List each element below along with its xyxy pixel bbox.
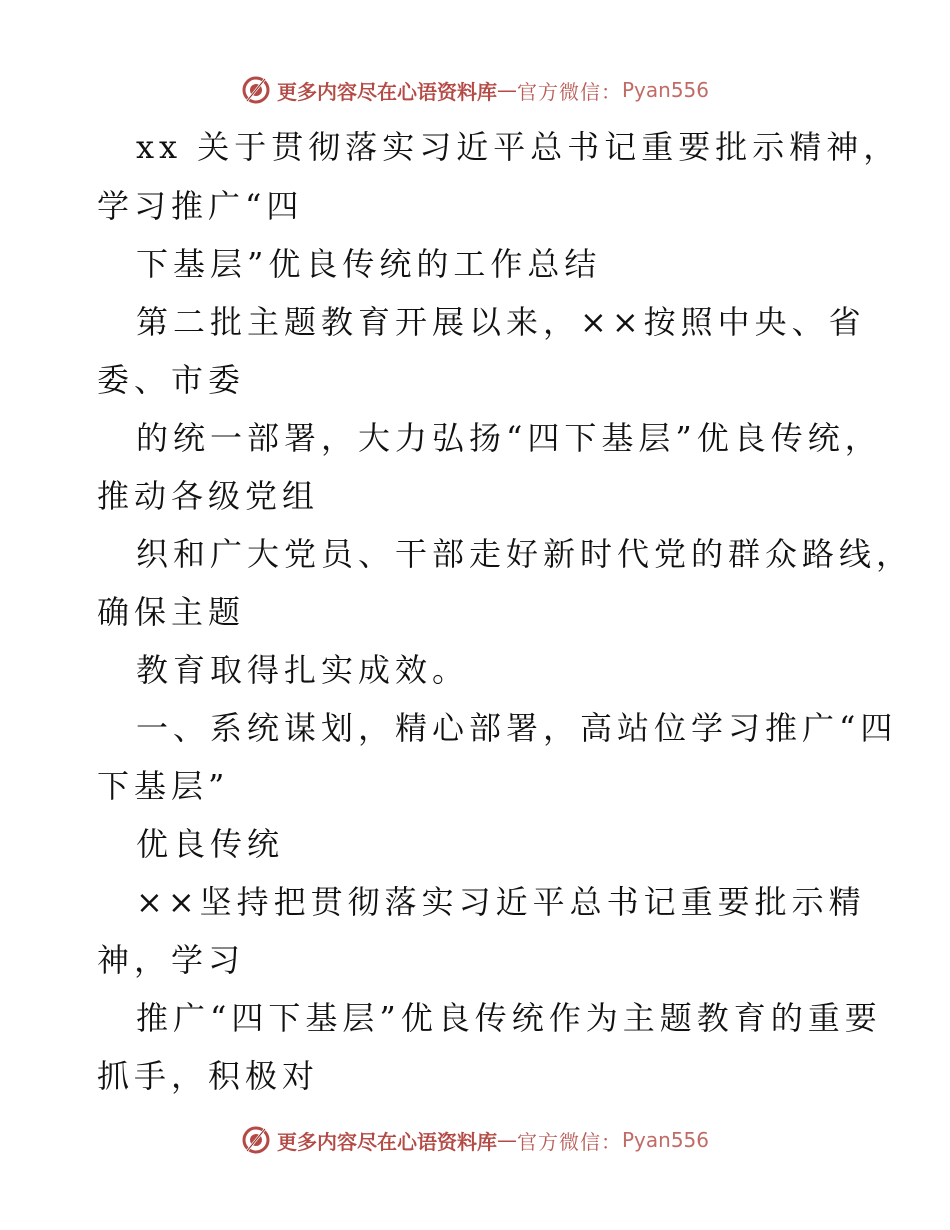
watermark-main-text: 更多内容尽在心语资料库 — [276, 1129, 497, 1154]
watermark-sub-text: 官方微信： — [516, 1129, 622, 1154]
watermark-sub-text: 官方微信： — [516, 79, 622, 104]
watermark-footer — [0, 1120, 950, 1160]
title-line-2: 学习推广“四 — [97, 187, 304, 225]
watermark-wechat-id: Pyan556 — [621, 78, 709, 102]
paragraph-line: 的统一部署，大力弘扬“四下基层”优良传统， — [136, 419, 882, 457]
watermark-dash: — — [496, 78, 517, 102]
quill-seal-logo-icon — [241, 1125, 271, 1155]
watermark-main-text: 更多内容尽在心语资料库 — [276, 79, 497, 104]
section-heading-line: 一、系统谋划，精心部署，高站位学习推广“四 — [136, 709, 898, 747]
title-line-1: xx 关于贯彻落实习近平总书记重要批示精神， — [136, 128, 901, 166]
paragraph-line: 神，学习 — [97, 941, 246, 979]
paragraph-line: 确保主题 — [97, 593, 246, 631]
title-line-3: 下基层”优良传统的工作总结 — [136, 245, 602, 283]
paragraph-line: 第二批主题教育开展以来，××按照中央、省 — [136, 303, 866, 341]
paragraph-line: 委、市委 — [97, 361, 246, 399]
section-heading-line: 下基层” — [97, 767, 230, 805]
section-heading-line: 优良传统 — [136, 825, 285, 863]
paragraph-line: 推广“四下基层”优良传统作为主题教育的重要 — [136, 999, 882, 1037]
paragraph-line: 教育取得扎实成效。 — [136, 651, 470, 689]
paragraph-line: ××坚持把贯彻落实习近平总书记重要批示精 — [136, 883, 866, 921]
watermark-dash: — — [496, 1128, 517, 1152]
paragraph-line: 织和广大党员、干部走好新时代党的群众路线， — [136, 535, 914, 573]
paragraph-line: 推动各级党组 — [97, 477, 320, 515]
watermark-wechat-id: Pyan556 — [621, 1128, 709, 1152]
paragraph-line: 抓手，积极对 — [97, 1057, 320, 1095]
